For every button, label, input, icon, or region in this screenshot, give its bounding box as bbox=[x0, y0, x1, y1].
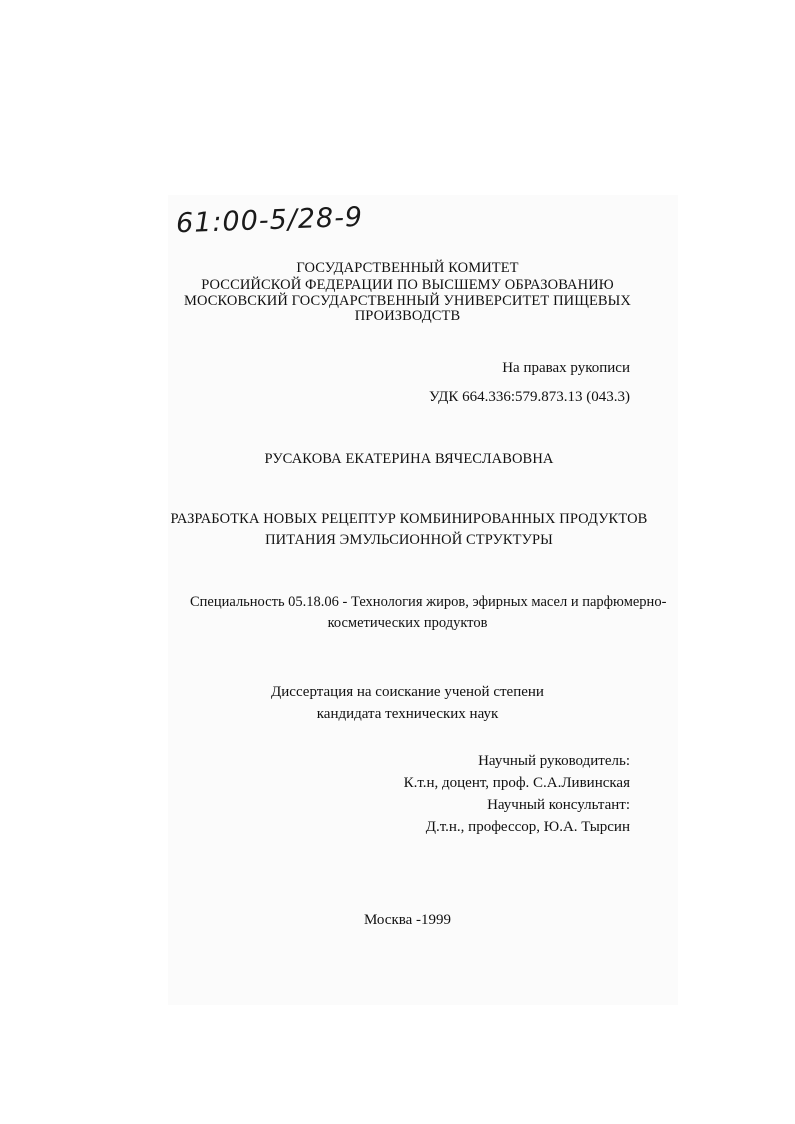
header-line-4: ПРОИЗВОДСТВ bbox=[354, 308, 461, 324]
supervisor-name: К.т.н, доцент, проф. С.А.Ливинская bbox=[403, 775, 630, 791]
udk-code: УДК 664.336:579.873.13 (043.3) bbox=[429, 389, 630, 405]
degree-line-2: кандидата технических наук bbox=[316, 706, 499, 722]
city-year: Москва -1999 bbox=[363, 912, 452, 928]
header-line-1: ГОСУДАРСТВЕННЫЙ КОМИТЕТ bbox=[296, 260, 519, 276]
specialty-line-1: Специальность 05.18.06 - Технология жиров, эфирных масел и парфюмерно- bbox=[190, 594, 667, 610]
degree-line-1: Диссертация на соискание ученой степени bbox=[271, 684, 544, 700]
consultant-label: Научный консультант: bbox=[487, 797, 630, 813]
header-line-2: РОССИЙСКОЙ ФЕДЕРАЦИИ ПО ВЫСШЕМУ ОБРАЗОВАНИЮ bbox=[201, 277, 614, 293]
specialty-line-2: косметических продуктов bbox=[327, 615, 488, 631]
author-name: РУСАКОВА ЕКАТЕРИНА ВЯЧЕСЛАВОВНА bbox=[264, 451, 554, 467]
archive-code-handwritten: 61:00-5/28-9 bbox=[175, 201, 364, 240]
rights-note: На правах рукописи bbox=[502, 360, 630, 376]
title-line-2: ПИТАНИЯ ЭМУЛЬСИОННОЙ СТРУКТУРЫ bbox=[265, 532, 553, 548]
title-line-1: РАЗРАБОТКА НОВЫХ РЕЦЕПТУР КОМБИНИРОВАННЫХ ПРОДУКТОВ bbox=[170, 511, 648, 527]
consultant-name: Д.т.н., профессор, Ю.А. Тырсин bbox=[425, 819, 630, 835]
supervisor-label: Научный руководитель: bbox=[478, 753, 630, 769]
header-line-3: МОСКОВСКИЙ ГОСУДАРСТВЕННЫЙ УНИВЕРСИТЕТ ПИЩЕВЫХ bbox=[183, 293, 631, 309]
